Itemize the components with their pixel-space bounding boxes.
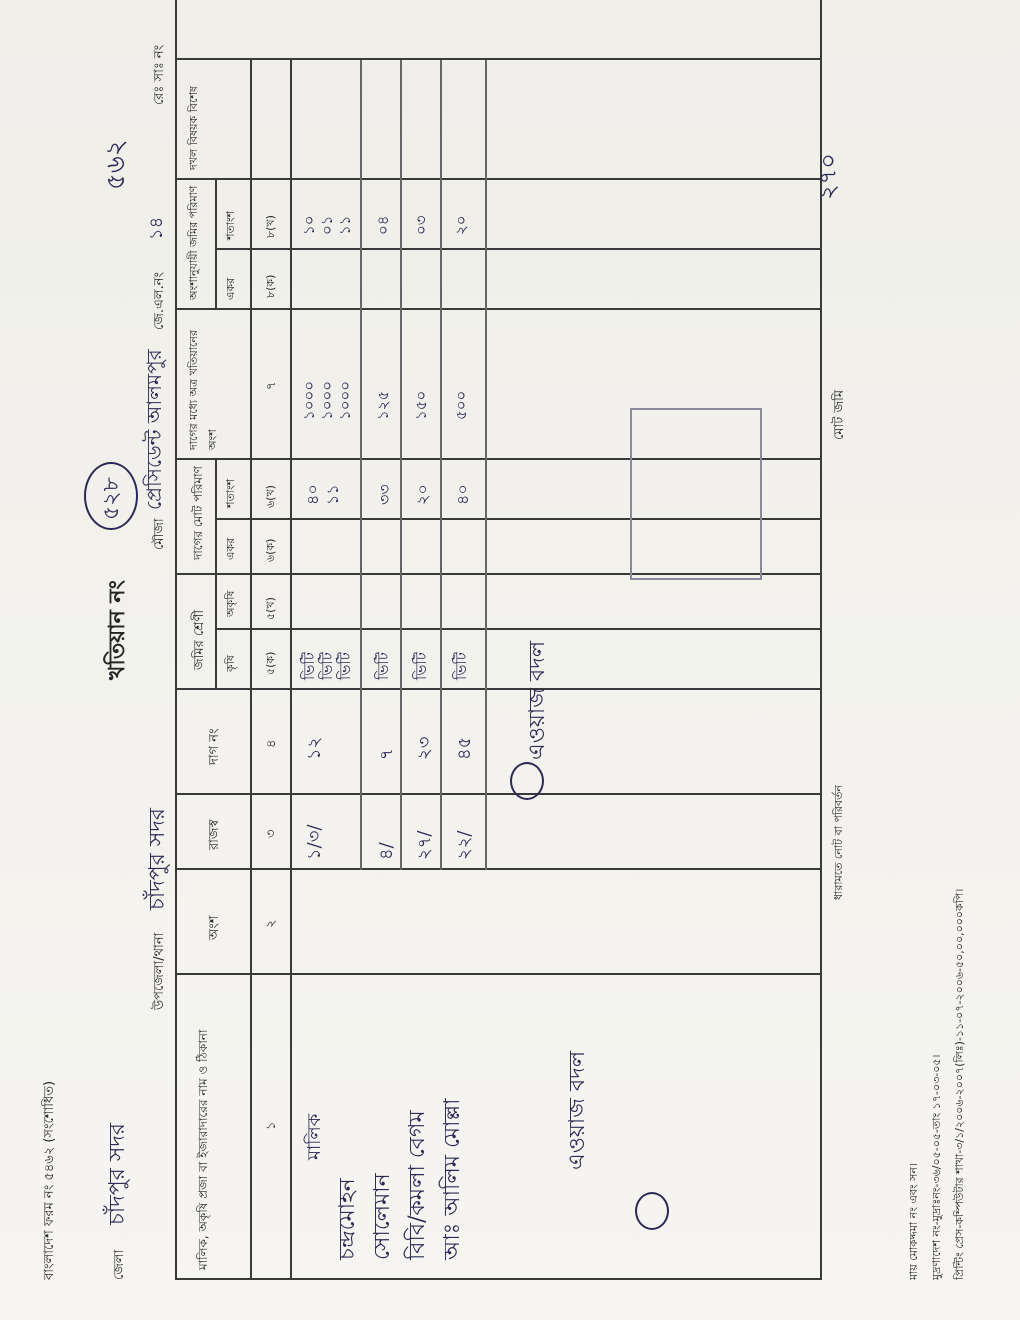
subhead-line-2: [215, 180, 217, 310]
row1-revenue: ১/৩/: [304, 824, 325, 860]
title: খতিয়ান নং: [105, 580, 130, 680]
mouza-label: মৌজা: [152, 518, 167, 550]
colnum-6b: ৬(খ): [264, 485, 277, 508]
jl-label: জে.এল.নং: [152, 271, 167, 330]
row5-revenue: ২৭/: [414, 830, 435, 860]
col-sep-3: [175, 794, 820, 796]
col-krishi: কৃষি: [224, 655, 237, 672]
colnum-line: [250, 60, 252, 1280]
col-land-class: জমির শ্রেণী: [192, 609, 207, 670]
row5-shot: ২০: [413, 484, 432, 505]
row5-share: ১৫০: [412, 390, 430, 420]
colnum-8b: ৮(খ): [264, 215, 277, 238]
official-stamp: [630, 408, 762, 580]
row-sep-1: [360, 60, 362, 870]
colnum-8a: ৮(ক): [264, 274, 277, 298]
colnum-2: ২: [264, 919, 279, 928]
colnum-1: ১: [264, 1121, 279, 1130]
row4-share: ১২৫: [374, 390, 392, 420]
col-sep-12: [175, 59, 820, 61]
owner-line-4: আঃ আলিম মোল্লা: [440, 1098, 465, 1260]
colnum-5a: ৫(ক): [264, 651, 277, 675]
row6-shot: ৪০: [453, 484, 472, 505]
row1-dag: ১২: [304, 736, 325, 760]
row6-share: ৫০০: [452, 390, 470, 420]
row4-shot: ৩৩: [375, 484, 394, 505]
col-sep-10: [215, 249, 820, 251]
form-number: বাংলাদেশ ফরম নং ৫৪৬২ (সংশোধিত): [42, 1080, 57, 1280]
col-dag-total: দাগের মোট পরিমাণ: [191, 466, 205, 560]
col-share: অংশ: [207, 915, 222, 940]
table-left-border: [175, 1279, 820, 1281]
row6-class: ভিটি: [452, 652, 470, 680]
row3-amount: ১১: [336, 215, 354, 235]
rs-label: রেঃ সাঃ নং: [152, 44, 167, 105]
zilla-label: জেলা: [112, 1249, 127, 1280]
annotation-1: এওয়াজ বদল: [565, 1050, 590, 1170]
table-top-border: [175, 0, 177, 1280]
annotation-2: এওয়াজ বদল: [525, 640, 550, 760]
row1-share: ১০০০: [300, 381, 318, 420]
footer-note: ধারামতে নোট বা পরিবর্তন: [832, 785, 845, 900]
row1-amount: ১০: [300, 215, 318, 235]
row3-class: ভিটি: [336, 652, 354, 680]
owner-line-2: সোলেমান: [370, 1173, 395, 1260]
owner-line-3: বিবি/কমলা বেগম: [405, 1110, 430, 1260]
footer-line-2: মুদ্রণাদেশ নং-মুদ্রাঃনং-৩৬/০৫-০৫-তাং ১৭-০৩-০৫।: [930, 1054, 943, 1280]
col-owner: মালিক, অকৃষি প্রজা বা ইজারাদারের নাম ও ঠিকানা: [196, 1029, 210, 1270]
colnum-4: ৪: [264, 739, 279, 748]
row-sep-4: [485, 60, 487, 870]
header-bottom-line: [290, 60, 292, 1280]
owner-line-1: চন্দ্রমোহন: [335, 1178, 360, 1260]
upazila-value: চাঁদপুর সদর: [145, 807, 170, 910]
row-sep-3: [440, 60, 442, 870]
row2-amount: ০১: [318, 215, 336, 235]
row5-amount: ০৩: [412, 215, 430, 235]
row4-amount: ০৪: [374, 215, 392, 235]
row5-dag: ২৩: [414, 736, 435, 760]
col-ekor: একর: [224, 537, 237, 560]
col-sep-4: [175, 689, 820, 691]
footer-line-3: প্রিন্টিং প্রেস-কম্পিউটার শাখা-৩/১/২০০৬-২০০৭(লিঃ)-১১-০৭-২০০৬-৫০,০০,০০০কপি।: [953, 888, 966, 1280]
subhead-line-1: [215, 460, 217, 690]
footer-line-1: মায় মোকদ্দমা নং এবং সন।: [907, 1163, 920, 1280]
row1-shot: ৪০: [303, 484, 322, 505]
colnum-7: ৭: [264, 381, 279, 390]
owner-line-0: মালিক: [304, 1113, 325, 1160]
row2-shot: ১১: [323, 484, 342, 505]
col-dag-share: দাগের মধ্যে অত্র খতিয়ানের অংশ: [187, 330, 219, 450]
col-ekor-2: একর: [224, 277, 237, 300]
row-sep-2: [400, 60, 402, 870]
row1-class: ভিটি: [300, 652, 318, 680]
colnum-6a: ৬(ক): [264, 538, 277, 562]
row2-share: ১০০০: [318, 381, 336, 420]
colnum-3: ৩: [264, 829, 279, 838]
row4-revenue: ৪/: [376, 842, 397, 860]
khatian-number: ৫২৮: [99, 477, 124, 520]
col-proportional: অংশানুযায়ী জমির পরিমাণ: [187, 185, 200, 300]
mouza-value: প্রেসিডেন্ট আলমপুর: [142, 349, 166, 510]
row4-dag: ৭: [376, 748, 397, 760]
col-dokhol: দখল বিষয়ক বিশেষ: [187, 86, 200, 170]
annotation-circle-2: [635, 1192, 669, 1230]
col-sep-1: [175, 974, 820, 976]
col-dag: দাগ নং: [207, 728, 222, 765]
col-sep-11: [175, 179, 820, 181]
col-shotangsho: শতাংশ: [224, 478, 237, 508]
row2-class: ভিটি: [318, 652, 336, 680]
col-sep-5: [215, 629, 820, 631]
col-shotangsho-2: শতাংশ: [224, 210, 237, 240]
upazila-label: উপজেলা/থানা: [152, 932, 167, 1010]
row4-class: ভিটি: [374, 652, 392, 680]
row6-amount: ২০: [452, 215, 470, 235]
zilla-value: চাঁদপুর সদর: [105, 1122, 130, 1225]
total-land-value: ২৭০: [814, 153, 842, 200]
col-akrishi: অকৃষি: [224, 590, 237, 617]
col-sep-9: [175, 309, 820, 311]
total-land-label: মোট জমি: [832, 389, 847, 440]
row6-revenue: ২২/: [454, 830, 475, 860]
jl-value: ১৪: [146, 216, 167, 240]
annotation-circle-1: [510, 762, 544, 800]
colnum-5b: ৫(খ): [264, 597, 277, 620]
row3-share: ১০০০: [336, 381, 354, 420]
row5-class: ভিটি: [412, 652, 430, 680]
col-sep-2: [175, 869, 820, 871]
row6-dag: ৪৫: [454, 736, 475, 760]
col-revenue: রাজস্ব: [207, 819, 222, 850]
top-right-number: ৫৬২: [101, 139, 131, 190]
